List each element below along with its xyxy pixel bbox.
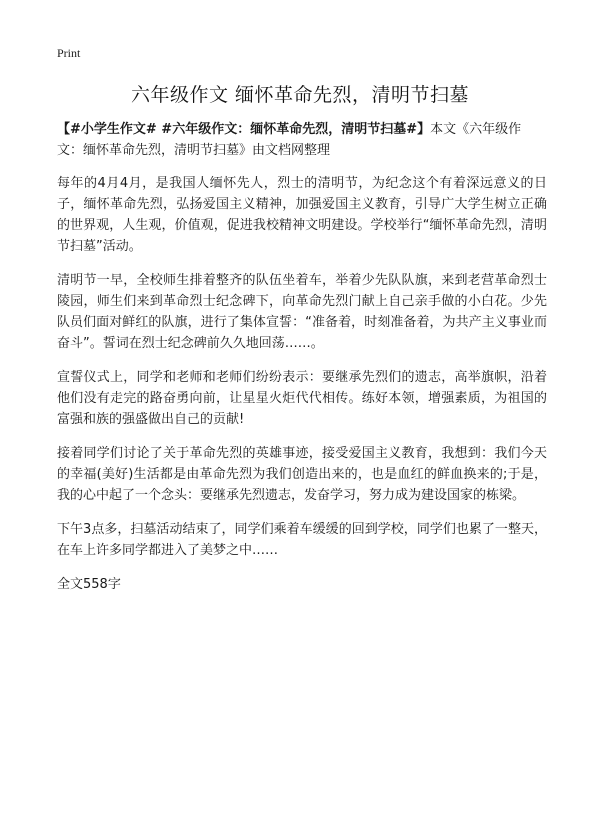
paragraph-2: 清明节一早，全校师生排着整齐的队伍坐着车，举着少先队队旗，来到老营革命烈士陵园，师生们来到革命烈士纪念碑下，向革命先烈门献上自己亲手做的小白花。少先队员们面对鲜红的队旗，进行了集体宣誓：“准备着，时刻准备着，为共产主义事业而奋斗”。誓词在烈士纪念碑前久久地回荡……。 <box>57 273 547 351</box>
intro-source: 本文《六年级作文：缅怀革命先烈，清明节扫墓》由文档网整理 <box>57 122 522 158</box>
article-title: 六年级作文 缅怀革命先烈，清明节扫墓 <box>130 84 470 106</box>
print-link[interactable]: Print <box>57 46 81 60</box>
intro-tags: 【#小学生作文# #六年级作文：缅怀革命先烈，清明节扫墓#】 <box>57 122 431 137</box>
paragraph-5: 下午3点多，扫墓活动结束了，同学们乘着车缓缓的回到学校，同学们也累了一整天，在车上许多同学都进入了美梦之中…… <box>57 522 547 558</box>
paragraph-4: 接着同学们讨论了关于革命先烈的英雄事迹，接受爱国主义教育，我想到：我们今天的幸福(美好)生活都是由革命先烈为我们创造出来的，也是血红的鲜血换来的;于是，我的心中起了一个念头：要继承先烈遗志，发奋学习，努力成为建设国家的栋梁。 <box>57 446 547 503</box>
article-body <box>57 119 547 595</box>
paragraph-1: 每年的4月4月，是我国人缅怀先人，烈士的清明节，为纪念这个有着深远意义的日子，缅怀革命先烈，弘扬爱国主义精神，加强爱国主义教育，引导广大学生树立正确的世界观，人生观，价值观，促进我校精神文明建设。学校举行“缅怀革命先烈，清明节扫墓”活动。 <box>57 176 547 254</box>
word-count: 全文558字 <box>57 577 121 592</box>
paragraph-3: 宣誓仪式上，同学和老师和老师们纷纷表示：要继承先烈们的遗志，高举旗帜，沿着他们没有走完的路奋勇向前，让星星火炬代代相传。练好本领，增强素质，为祖国的富强和族的强盛做出自己的贡献! <box>57 370 547 427</box>
intro-paragraph <box>57 119 547 161</box>
